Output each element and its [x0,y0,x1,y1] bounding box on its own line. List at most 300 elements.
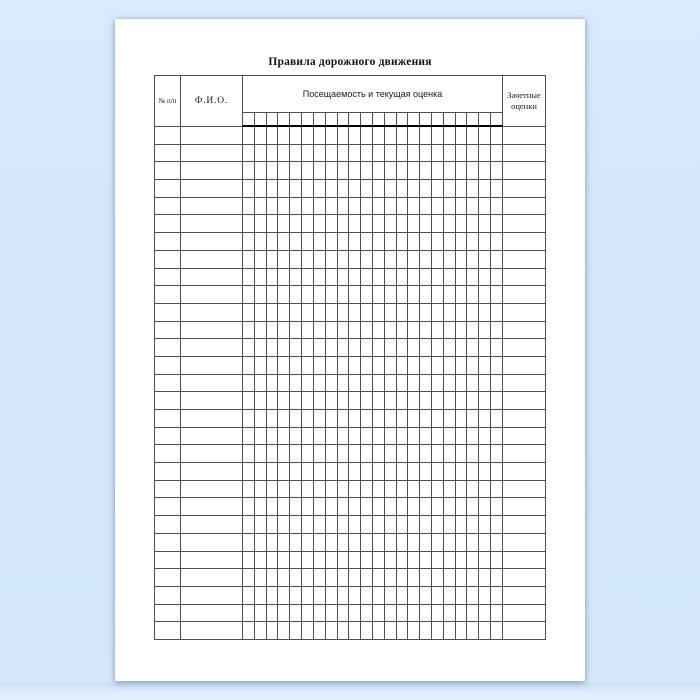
attendance-cell [432,498,444,516]
student-name-cell [181,286,243,304]
attendance-cell [372,356,384,374]
attendance-cell [372,197,384,215]
attendance-cell [396,356,408,374]
attendance-cell [278,250,290,268]
attendance-cell [432,374,444,392]
attendance-cell [467,180,479,198]
register-row [155,162,546,180]
attendance-cell [372,410,384,428]
attendance-cell [420,215,432,233]
attendance-cell [420,374,432,392]
row-number-cell [155,551,181,569]
attendance-cell [349,339,361,357]
attendance-subheader-cell [455,113,467,127]
attendance-cell [467,622,479,640]
attendance-cell [266,162,278,180]
attendance-cell [243,463,255,481]
attendance-cell [372,427,384,445]
attendance-cell [243,569,255,587]
attendance-cell [491,339,503,357]
attendance-cell [325,321,337,339]
attendance-cell [290,215,302,233]
attendance-cell [432,215,444,233]
credit-grade-cell [503,268,546,286]
attendance-cell [479,586,491,604]
attendance-cell [479,268,491,286]
attendance-cell [313,392,325,410]
attendance-cell [420,516,432,534]
attendance-cell [302,356,314,374]
attendance-cell [290,498,302,516]
attendance-cell [420,463,432,481]
attendance-cell [408,144,420,162]
attendance-cell [243,551,255,569]
attendance-cell [325,427,337,445]
register-row [155,180,546,198]
attendance-cell [325,392,337,410]
attendance-cell [254,480,266,498]
register-header [155,76,546,127]
attendance-cell [278,215,290,233]
attendance-cell [243,233,255,251]
attendance-cell [432,516,444,534]
credit-grade-cell [503,569,546,587]
attendance-cell [443,569,455,587]
attendance-cell [361,480,373,498]
attendance-cell [243,162,255,180]
attendance-cell [372,463,384,481]
attendance-cell [278,162,290,180]
attendance-cell [361,374,373,392]
attendance-cell [408,180,420,198]
attendance-cell [325,622,337,640]
attendance-cell [313,516,325,534]
attendance-cell [372,162,384,180]
attendance-cell [479,445,491,463]
attendance-cell [467,197,479,215]
attendance-cell [455,604,467,622]
credit-grade-cell [503,551,546,569]
attendance-cell [243,303,255,321]
attendance-cell [467,533,479,551]
row-number-cell [155,427,181,445]
attendance-cell [313,586,325,604]
attendance-cell [384,303,396,321]
attendance-cell [349,445,361,463]
attendance-cell [266,586,278,604]
attendance-cell [467,126,479,144]
attendance-cell [372,604,384,622]
attendance-subheader-cell [302,113,314,127]
register-row [155,215,546,233]
attendance-cell [254,586,266,604]
attendance-cell [302,321,314,339]
attendance-cell [443,392,455,410]
attendance-cell [443,126,455,144]
attendance-cell [408,410,420,428]
attendance-cell [467,250,479,268]
attendance-cell [349,516,361,534]
credit-grade-cell [503,303,546,321]
attendance-cell [290,162,302,180]
attendance-cell [467,215,479,233]
attendance-cell [432,445,444,463]
attendance-cell [325,533,337,551]
attendance-cell [479,303,491,321]
attendance-cell [243,197,255,215]
attendance-cell [408,551,420,569]
student-name-cell [181,622,243,640]
attendance-cell [325,250,337,268]
attendance-cell [278,604,290,622]
attendance-cell [325,516,337,534]
student-name-cell [181,463,243,481]
backdrop-bottom-band [0,683,700,700]
attendance-cell [491,126,503,144]
attendance-cell [455,551,467,569]
attendance-cell [384,516,396,534]
register-row [155,569,546,587]
attendance-cell [349,463,361,481]
attendance-subheader-cell [384,113,396,127]
register-row [155,586,546,604]
attendance-cell [443,321,455,339]
register-row [155,410,546,428]
attendance-cell [491,197,503,215]
attendance-cell [372,144,384,162]
attendance-cell [278,463,290,481]
attendance-cell [396,268,408,286]
attendance-cell [432,180,444,198]
attendance-cell [325,268,337,286]
attendance-cell [313,286,325,304]
attendance-cell [290,392,302,410]
attendance-subheader-cell [491,113,503,127]
attendance-cell [455,374,467,392]
attendance-cell [396,569,408,587]
student-name-cell [181,533,243,551]
attendance-cell [408,321,420,339]
attendance-subheader-cell [313,113,325,127]
attendance-cell [361,463,373,481]
attendance-cell [420,392,432,410]
attendance-cell [302,622,314,640]
attendance-cell [432,586,444,604]
header-credit-line1: Зачетные [507,89,541,100]
attendance-subheader-cell [278,113,290,127]
attendance-cell [396,516,408,534]
attendance-cell [455,356,467,374]
register-row [155,445,546,463]
attendance-cell [254,374,266,392]
attendance-cell [420,498,432,516]
attendance-cell [302,339,314,357]
attendance-subheader-cell [325,113,337,127]
attendance-cell [325,197,337,215]
attendance-cell [313,126,325,144]
attendance-cell [432,569,444,587]
attendance-cell [290,303,302,321]
attendance-cell [396,197,408,215]
student-name-cell [181,480,243,498]
attendance-cell [349,604,361,622]
attendance-cell [302,569,314,587]
credit-grade-cell [503,162,546,180]
credit-grade-cell [503,233,546,251]
attendance-cell [361,356,373,374]
attendance-cell [337,339,349,357]
header-credit-column [503,76,546,127]
attendance-cell [325,551,337,569]
attendance-cell [491,427,503,445]
attendance-cell [455,445,467,463]
attendance-cell [266,250,278,268]
attendance-cell [408,498,420,516]
attendance-cell [337,321,349,339]
attendance-cell [467,551,479,569]
student-name-cell [181,180,243,198]
attendance-cell [408,339,420,357]
attendance-cell [420,303,432,321]
attendance-cell [443,286,455,304]
student-name-cell [181,126,243,144]
attendance-cell [313,215,325,233]
register-row [155,533,546,551]
attendance-cell [491,250,503,268]
attendance-cell [325,498,337,516]
student-name-cell [181,215,243,233]
attendance-cell [266,480,278,498]
attendance-subheader-cell [349,113,361,127]
attendance-cell [337,180,349,198]
attendance-cell [408,286,420,304]
attendance-cell [349,144,361,162]
attendance-cell [266,410,278,428]
attendance-cell [313,250,325,268]
attendance-cell [408,604,420,622]
attendance-cell [254,321,266,339]
attendance-cell [290,427,302,445]
student-name-cell [181,586,243,604]
attendance-cell [491,622,503,640]
attendance-subheader-cell [337,113,349,127]
attendance-cell [408,162,420,180]
attendance-cell [467,268,479,286]
attendance-cell [384,374,396,392]
attendance-subheader-cell [243,113,255,127]
attendance-cell [349,286,361,304]
attendance-cell [467,321,479,339]
attendance-cell [467,516,479,534]
attendance-cell [254,622,266,640]
attendance-cell [443,303,455,321]
attendance-cell [361,321,373,339]
credit-grade-cell [503,410,546,428]
attendance-cell [290,144,302,162]
student-name-cell [181,410,243,428]
credit-grade-cell [503,144,546,162]
attendance-cell [361,250,373,268]
credit-grade-cell [503,197,546,215]
header-credit-line2: оценки [511,100,537,111]
student-name-cell [181,604,243,622]
attendance-cell [290,197,302,215]
attendance-cell [443,339,455,357]
attendance-cell [443,463,455,481]
attendance-cell [384,586,396,604]
attendance-cell [396,498,408,516]
attendance-cell [313,445,325,463]
attendance-cell [361,180,373,198]
attendance-cell [443,586,455,604]
row-number-cell [155,339,181,357]
credit-grade-cell [503,339,546,357]
attendance-cell [325,162,337,180]
attendance-cell [479,339,491,357]
header-row [155,76,546,113]
attendance-cell [361,392,373,410]
attendance-cell [361,445,373,463]
attendance-cell [455,144,467,162]
attendance-cell [278,126,290,144]
attendance-cell [254,392,266,410]
attendance-cell [479,498,491,516]
attendance-cell [278,303,290,321]
attendance-cell [278,410,290,428]
attendance-cell [479,480,491,498]
attendance-cell [479,162,491,180]
attendance-cell [325,586,337,604]
attendance-cell [290,480,302,498]
attendance-cell [384,427,396,445]
attendance-cell [243,516,255,534]
attendance-cell [408,392,420,410]
attendance-cell [491,374,503,392]
attendance-cell [266,463,278,481]
attendance-cell [243,339,255,357]
attendance-cell [254,268,266,286]
attendance-cell [361,569,373,587]
attendance-cell [420,427,432,445]
student-name-cell [181,356,243,374]
attendance-cell [372,498,384,516]
attendance-cell [278,586,290,604]
attendance-cell [432,622,444,640]
attendance-cell [455,622,467,640]
attendance-cell [313,410,325,428]
attendance-cell [467,374,479,392]
attendance-cell [361,498,373,516]
attendance-cell [325,410,337,428]
attendance-cell [266,303,278,321]
attendance-cell [349,303,361,321]
attendance-cell [302,516,314,534]
register-row [155,339,546,357]
attendance-cell [491,498,503,516]
register-row [155,356,546,374]
attendance-cell [266,321,278,339]
attendance-cell [243,321,255,339]
attendance-cell [254,162,266,180]
attendance-cell [302,144,314,162]
attendance-cell [337,427,349,445]
attendance-cell [384,533,396,551]
attendance-cell [278,286,290,304]
paper-sheet [115,19,585,681]
attendance-cell [325,374,337,392]
attendance-cell [290,233,302,251]
attendance-cell [254,233,266,251]
attendance-cell [408,197,420,215]
attendance-cell [372,622,384,640]
attendance-cell [396,286,408,304]
attendance-cell [443,268,455,286]
attendance-cell [384,410,396,428]
attendance-cell [420,356,432,374]
attendance-cell [302,286,314,304]
row-number-cell [155,303,181,321]
attendance-cell [372,392,384,410]
attendance-cell [254,356,266,374]
attendance-cell [384,480,396,498]
attendance-cell [349,162,361,180]
attendance-cell [432,604,444,622]
attendance-cell [396,586,408,604]
credit-grade-cell [503,622,546,640]
row-number-cell [155,197,181,215]
attendance-cell [337,286,349,304]
row-number-cell [155,215,181,233]
attendance-cell [443,197,455,215]
attendance-cell [396,144,408,162]
attendance-cell [467,586,479,604]
register-row [155,427,546,445]
row-number-cell [155,410,181,428]
attendance-cell [337,445,349,463]
attendance-cell [325,445,337,463]
attendance-cell [243,480,255,498]
attendance-cell [396,339,408,357]
student-name-cell [181,498,243,516]
attendance-cell [337,144,349,162]
attendance-cell [361,268,373,286]
register-row [155,392,546,410]
attendance-cell [384,286,396,304]
attendance-cell [396,215,408,233]
student-name-cell [181,144,243,162]
attendance-cell [302,445,314,463]
attendance-cell [361,162,373,180]
attendance-cell [396,410,408,428]
attendance-cell [384,197,396,215]
attendance-cell [420,268,432,286]
attendance-cell [443,427,455,445]
attendance-cell [361,126,373,144]
attendance-cell [491,303,503,321]
attendance-cell [455,533,467,551]
attendance-cell [278,569,290,587]
attendance-cell [384,445,396,463]
attendance-subheader-cell [420,113,432,127]
attendance-cell [455,162,467,180]
attendance-cell [396,250,408,268]
attendance-cell [290,321,302,339]
attendance-cell [372,215,384,233]
attendance-cell [266,551,278,569]
attendance-cell [491,162,503,180]
attendance-cell [302,197,314,215]
attendance-cell [467,604,479,622]
